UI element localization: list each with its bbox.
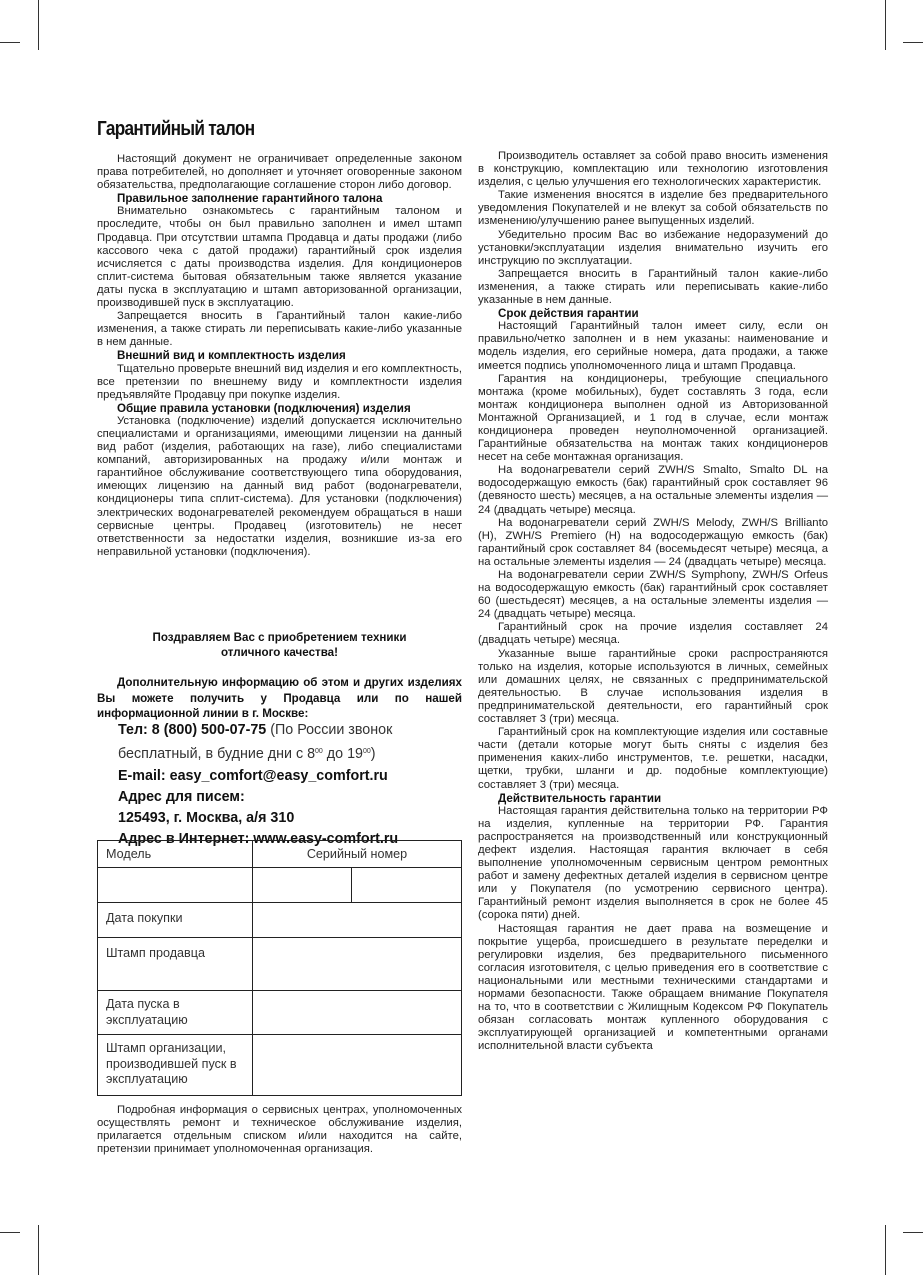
section-heading: Внешний вид и комплектность изделия xyxy=(117,349,346,363)
crop-mark xyxy=(885,0,886,50)
purchase-date-label: Дата покупки xyxy=(98,903,253,938)
paragraph: Такие изменения вносятся в изделие без предварительного уведомления Покупателей и не влекут за собой обязательств по изменению/улучшению ранее выпущенных изделий. xyxy=(478,189,828,228)
paragraph: Гарантийный срок на прочие изделия составляет 24 (двадцать четыре) месяца. xyxy=(478,621,828,647)
crop-mark xyxy=(0,1232,20,1233)
serial-label: Серийный номер xyxy=(253,841,462,868)
superscript: 00 xyxy=(362,748,371,756)
paragraph: Указанные выше гарантийные сроки распространяются только на изделия, которые используются в личных, семейных или домашних целях, не связанных с предпринимательской деятельностью. В случае использования изделия в предпринимательской деятельности, его гарантийный срок составляет 3 (три) месяца. xyxy=(478,647,828,726)
section-heading: Срок действия гарантии xyxy=(498,307,639,321)
mail-label: Адрес для писем: xyxy=(118,788,245,805)
serial-field[interactable] xyxy=(253,868,352,903)
crop-mark xyxy=(903,42,923,43)
start-date-label: Дата пуска в эксплуатацию xyxy=(98,991,253,1035)
congrats-line: отличного качества! xyxy=(220,646,338,659)
phone-note: бесплатный, в будние дни с 8 xyxy=(118,746,316,763)
paragraph: Убедительно просим Вас во избежание недоразумений до установки/эксплуатации изделия внимательно изучить его инструкцию по эксплуатации. xyxy=(478,228,828,267)
paragraph: Тщательно проверьте внешний вид изделия и его комплектность, все претензии по внешнему виду и комплектности изделия предъявляйте Продавцу при покупке изделия. xyxy=(97,362,462,401)
phone: Тел: 8 (800) 500-07-75 xyxy=(118,722,267,738)
warranty-table xyxy=(97,840,462,1096)
mail-address: 125493, г. Москва, а/я 310 xyxy=(118,810,295,827)
crop-mark xyxy=(38,1225,39,1275)
section-heading: Общие правила установки (подключения) изделия xyxy=(117,401,411,415)
email: E-mail: easy_comfort@easy_comfort.ru xyxy=(118,767,388,784)
website: Адрес в Интернет: www.easy-comfort.ru xyxy=(118,831,399,848)
paragraph: Подробная информация о сервисных центрах, уполномоченных осуществлять ремонт и техническое обслуживание изделия, прилагается отдельным списком и/или находится на сайте, претензии принимает уполномоченная организация. xyxy=(97,1104,462,1156)
paragraph: Производитель оставляет за собой право вносить изменения в конструкцию, комплектацию или технологию изготовления изделия, с целью улучшения его технологических характеристик. xyxy=(478,150,828,189)
congratulations xyxy=(97,630,462,660)
crop-mark xyxy=(903,1232,923,1233)
paragraph: Настоящий документ не ограничивает определенные законом права потребителей, но дополняет и уточняет оговоренные законом обязательства, предполагающие соглашение сторон либо договор. xyxy=(97,153,462,192)
org-stamp-label: Штамп организации, производившей пуск в эксплуатацию xyxy=(98,1035,253,1096)
paragraph: На водонагреватели серий ZWH/S Smalto, Smalto DL на водосодержащую емкость (бак) гарантийный срок составляет 96 (девяносто шесть) месяцев, а на остальные элементы изделия — 24 (двадцать четыре) месяца. xyxy=(478,464,828,516)
congrats-line: Поздравляем Вас с приобретением техники xyxy=(152,631,407,644)
right-column xyxy=(478,150,828,1053)
superscript: 00 xyxy=(315,748,323,756)
page-title: Гарантийный талон xyxy=(97,118,255,140)
section-heading: Правильное заполнение гарантийного талона xyxy=(117,192,383,206)
paragraph: Гарантия на кондиционеры, требующие специального монтажа (кроме мобильных), будет составлять 3 года, если монтаж кондиционера выполнен одной из Авторизованной Монтажной Организацией, и 1 год в случае, если монтаж кондиционера проведен неуполномоченной организацией. Гарантийные обязательства на монтаж таких кондиционеров несет на себе монтажная организация. xyxy=(478,372,828,464)
paragraph: Настоящая гарантия действительна только на территории РФ на изделия, купленные на территории РФ. Гарантия распространяется на производственный или конструкционный дефект изделия. Настоящая гарантия включает в себя выполнение уполномоченным сервисным центром ремонтных работ и замену дефектных деталей изделия в сервисном центре или у Покупателя (по усмотрению сервисного центра). Гарантийный ремонт изделия выполняется в срок не более 45 (сорока пяти) дней. xyxy=(478,804,828,922)
seller-stamp-label: Штамп продавца xyxy=(98,938,253,991)
section-heading: Действительность гарантии xyxy=(498,791,662,805)
paragraph: Запрещается вносить в Гарантийный талон какие-либо изменения, а также стирать ли переписывать какие-либо указанные в нем данные. xyxy=(97,310,462,349)
crop-mark xyxy=(0,42,20,43)
paragraph: Внимательно ознакомьтесь с гарантийным талоном и проследите, чтобы он был правильно заполнен и имел штамп Продавца. При отсутствии штампа Продавца и даты продажи (либо кассового чека с датой продажи) гарантийный срок изделия исчисляется с даты производства изделия. Для кондиционеров сплит-система бытовая обязательным также является указание даты пуска в эксплуатацию и штамп авторизованной организации, производившей пуск в эксплуатацию. xyxy=(97,205,462,310)
phone-note: (По России звонок xyxy=(270,722,393,738)
paragraph: На водонагреватели серии ZWH/S Symphony, ZWH/S Orfeus на водосодержащую емкость (бак) гарантийный срок составляет 60 (шестьдесят) месяцев, а на остальные элементы изделия — 24 (двадцать четыре) месяца. xyxy=(478,569,828,621)
model-label: Модель xyxy=(98,841,253,868)
paragraph: На водонагреватели серий ZWH/S Melody, ZWH/S Brillianto (H), ZWH/S Premiero (H) на водосодержащую емкость (бак) гарантийный срок составляет 84 (восемьдесят четыре) месяца, а на остальные элементы изделия — 24 (двадцать четыре) месяца. xyxy=(478,516,828,568)
footer-note xyxy=(97,1104,462,1156)
more-info: Дополнительную информацию об этом и других изделиях Вы можете получить у Продавца или по нашей информационной линии в г. Москве: xyxy=(97,676,462,720)
paragraph: Гарантийный срок на комплектующие изделия или составные части (детали которые могут быть сняты с изделия без применения каких-либо инструментов, т.е. решетки, насадки, щетки, трубки, шланги и др. подобные комплектующие) составляет 3 (три) месяца. xyxy=(478,726,828,791)
phone-note: ) xyxy=(370,746,376,763)
seller-stamp-field[interactable] xyxy=(253,938,462,991)
paragraph: Запрещается вносить в Гарантийный талон какие-либо изменения, а также стирать или переписывать какие-либо указанные в нем данные. xyxy=(478,267,828,307)
phone-note: до 19 xyxy=(322,746,363,763)
paragraph: Настоящая гарантия не дает права на возмещение и покрытие ущерба, происшедшего в результате переделки и регулировки изделия, без предварительного письменного согласия изготовителя, с целью приведения его в соответствие с национальными или местными техническими стандартами и нормами безопасности. Также обращаем внимание Покупателя на то, что в соответствии с Жилищным Кодексом РФ Покупатель обязан согласовать монтаж купленного оборудования с эксплуатирующей организацией и компетентными органами исполнительной власти субъекта xyxy=(478,922,828,1053)
purchase-date-field[interactable] xyxy=(253,903,462,938)
org-stamp-field[interactable] xyxy=(253,1035,462,1096)
crop-mark xyxy=(885,1225,886,1275)
contacts xyxy=(118,720,398,851)
left-column xyxy=(97,153,462,559)
crop-mark xyxy=(38,0,39,50)
paragraph: Настоящий Гарантийный талон имеет силу, если он правильно/четко заполнен и в нем указаны: наименование и модель изделия, его серийные номера, дата продажи, а также имеется подпись уполномоченного лица и штамп Продавца. xyxy=(478,320,828,372)
model-field[interactable] xyxy=(98,868,253,903)
paragraph: Установка (подключение) изделий допускается исключительно специалистами и организациями, имеющими лицензии на данный вид работ (изделия, работающих на газе), либо специалистами компаний, авторизированных на продажу и/или монтаж и гарантийное обслуживание соответствующего типа оборудования, имеющих лицензию на данный вид работ (водонагреватели, кондиционеры типа сплит-система). Для установки (подключения) электрических водонагревателей рекомендуем обращаться в наши сервисные центры. Продавец (изготовитель) не несет ответственности за недостатки изделия, возникшие из-за его неправильной установки (подключения). xyxy=(97,414,462,558)
serial-field[interactable] xyxy=(352,868,462,903)
start-date-field[interactable] xyxy=(253,991,462,1035)
